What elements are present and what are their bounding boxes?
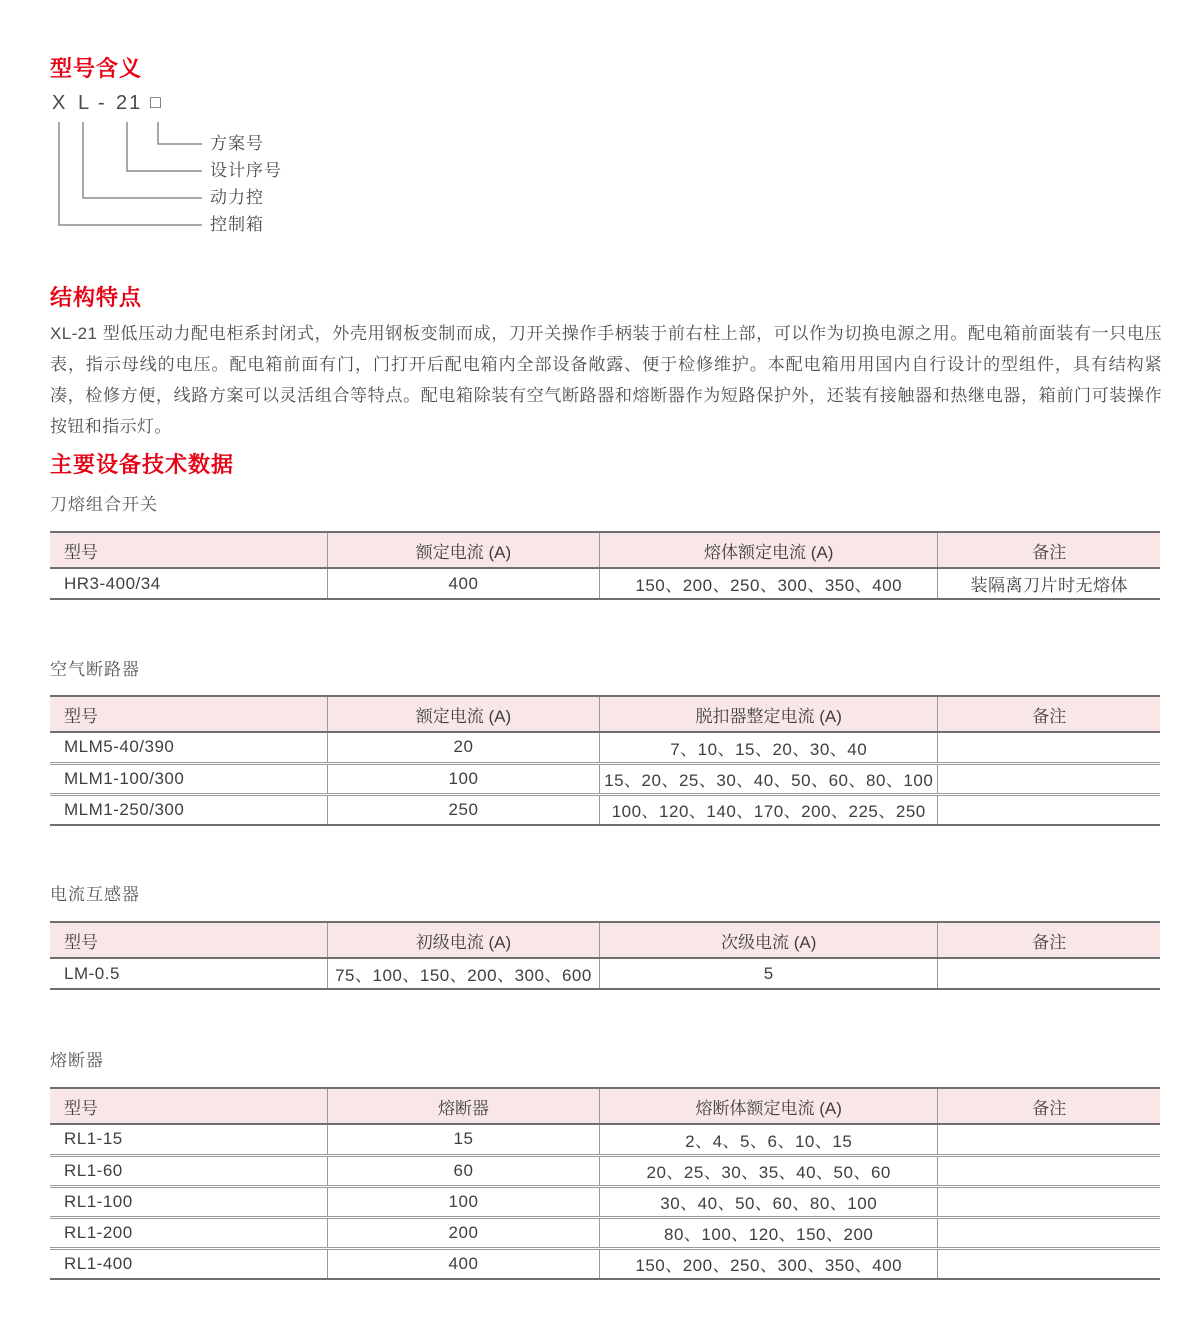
table-current-transformer xyxy=(50,921,1160,990)
cell-value: 150、200、250、300、350、400 xyxy=(599,568,938,599)
table-row xyxy=(50,1217,1160,1248)
col-header-primary-current: 初级电流 (A) xyxy=(328,922,600,958)
model-label-power-control: 动力控 xyxy=(210,188,264,207)
model-code-connector-lines xyxy=(50,92,750,247)
model-code-dash: - xyxy=(98,92,107,114)
cell-value: 60 xyxy=(328,1155,600,1186)
cell-model: RL1-200 xyxy=(50,1217,328,1248)
cell-value: 250 xyxy=(328,794,600,825)
table-row xyxy=(50,763,1160,794)
col-header-model: 型号 xyxy=(50,696,328,732)
col-header-model: 型号 xyxy=(50,532,328,568)
model-label-design-serial: 设计序号 xyxy=(210,161,282,180)
cell-model: RL1-15 xyxy=(50,1124,328,1155)
cell-model: HR3-400/34 xyxy=(50,568,328,599)
table-row xyxy=(50,1248,1160,1279)
table-row xyxy=(50,732,1160,763)
table-row xyxy=(50,568,1160,599)
cell-remarks xyxy=(938,732,1160,763)
structure-paragraph: XL-21 型低压动力配电柜系封闭式，外壳用钢板变制而成，刀开关操作手柄装于前右柱上部，可以作为切换电源之用。配电箱前面装有一只电压表，指示母线的电压。配电箱前面有门，门打开后配电箱内全部设备敞露、便于检修维护。本配电箱用用国内自行设计的型组件，具有结构紧凑，检修方便，线路方案可以灵活组合等特点。配电箱除装有空气断路器和熔断器作为短路保护外，还装有接触器和热继电器，箱前门可装操作按钮和指示灯。 xyxy=(50,324,1162,436)
cell-model: RL1-400 xyxy=(50,1248,328,1279)
model-code-part-x: X xyxy=(52,92,68,114)
cell-remarks xyxy=(938,794,1160,825)
cell-model: MLM1-250/300 xyxy=(50,794,328,825)
table-row xyxy=(50,794,1160,825)
cell-value: 15 xyxy=(328,1124,600,1155)
col-header-fuse-current: 熔体额定电流 (A) xyxy=(599,532,938,568)
cell-value: 7、10、15、20、30、40 xyxy=(599,732,938,763)
cell-value: 100 xyxy=(328,763,600,794)
cell-value: 2、4、5、6、10、15 xyxy=(599,1124,938,1155)
col-header-remarks: 备注 xyxy=(938,1088,1160,1124)
cell-model: LM-0.5 xyxy=(50,958,328,989)
col-header-fuse-element: 熔断体额定电流 (A) xyxy=(599,1088,938,1124)
model-code-diagram xyxy=(50,92,750,247)
col-header-rated-current: 额定电流 (A) xyxy=(328,532,600,568)
table-knife-fuse-switch xyxy=(50,531,1160,600)
col-header-trip-current: 脱扣器整定电流 (A) xyxy=(599,696,938,732)
cell-value: 150、200、250、300、350、400 xyxy=(599,1248,938,1279)
cell-remarks xyxy=(938,958,1160,989)
cell-value: 5 xyxy=(599,958,938,989)
cell-remarks: 装隔离刀片时无熔体 xyxy=(970,576,1128,595)
cell-remarks xyxy=(938,1124,1160,1155)
cell-remarks xyxy=(938,1248,1160,1279)
section-title-model-meaning: 型号含义 xyxy=(50,56,143,81)
model-code-placeholder-box: □ xyxy=(150,92,163,112)
section-title-tech-data: 主要设备技术数据 xyxy=(50,452,235,477)
cell-value: 200 xyxy=(328,1217,600,1248)
cell-value: 20、25、30、35、40、50、60 xyxy=(599,1155,938,1186)
cell-value: 400 xyxy=(328,568,600,599)
table-header-row xyxy=(50,532,1160,568)
col-header-model: 型号 xyxy=(50,1088,328,1124)
table-row xyxy=(50,1186,1160,1217)
cell-model: RL1-60 xyxy=(50,1155,328,1186)
model-label-scheme-no: 方案号 xyxy=(210,134,264,153)
cell-value: 20 xyxy=(328,732,600,763)
model-code-part-l: L xyxy=(78,92,92,114)
col-header-secondary-current: 次级电流 (A) xyxy=(599,922,938,958)
col-header-rated-current: 额定电流 (A) xyxy=(328,696,600,732)
section-title-structure: 结构特点 xyxy=(50,285,143,310)
table-caption-current-transformer: 电流互感器 xyxy=(50,885,140,904)
cell-value: 100、120、140、170、200、225、250 xyxy=(599,794,938,825)
col-header-remarks: 备注 xyxy=(938,696,1160,732)
cell-model: RL1-100 xyxy=(50,1186,328,1217)
cell-value: 75、100、150、200、300、600 xyxy=(328,958,600,989)
col-header-remarks: 备注 xyxy=(938,922,1160,958)
cell-value: 30、40、50、60、80、100 xyxy=(599,1186,938,1217)
cell-remarks xyxy=(938,1217,1160,1248)
table-caption-fuse: 熔断器 xyxy=(50,1051,104,1070)
cell-value: 100 xyxy=(328,1186,600,1217)
cell-model: MLM5-40/390 xyxy=(50,732,328,763)
cell-remarks xyxy=(938,1186,1160,1217)
cell-value: 15、20、25、30、40、50、60、80、100 xyxy=(599,763,938,794)
cell-value: 400 xyxy=(328,1248,600,1279)
model-label-control-box: 控制箱 xyxy=(210,215,264,234)
col-header-model: 型号 xyxy=(50,922,328,958)
table-header-row xyxy=(50,1088,1160,1124)
cell-remarks xyxy=(938,1155,1160,1186)
col-header-fuse: 熔断器 xyxy=(328,1088,600,1124)
table-row xyxy=(50,1124,1160,1155)
table-air-breaker xyxy=(50,695,1160,826)
table-header-row xyxy=(50,922,1160,958)
model-code-part-21: 21 xyxy=(116,92,143,114)
col-header-remarks: 备注 xyxy=(938,532,1160,568)
cell-remarks xyxy=(938,763,1160,794)
table-caption-air-breaker: 空气断路器 xyxy=(50,660,140,679)
table-fuse xyxy=(50,1087,1160,1280)
table-row xyxy=(50,958,1160,989)
table-header-row xyxy=(50,696,1160,732)
cell-value: 80、100、120、150、200 xyxy=(599,1217,938,1248)
cell-model: MLM1-100/300 xyxy=(50,763,328,794)
table-row xyxy=(50,1155,1160,1186)
table-caption-knife-fuse-switch: 刀熔组合开关 xyxy=(50,495,158,514)
